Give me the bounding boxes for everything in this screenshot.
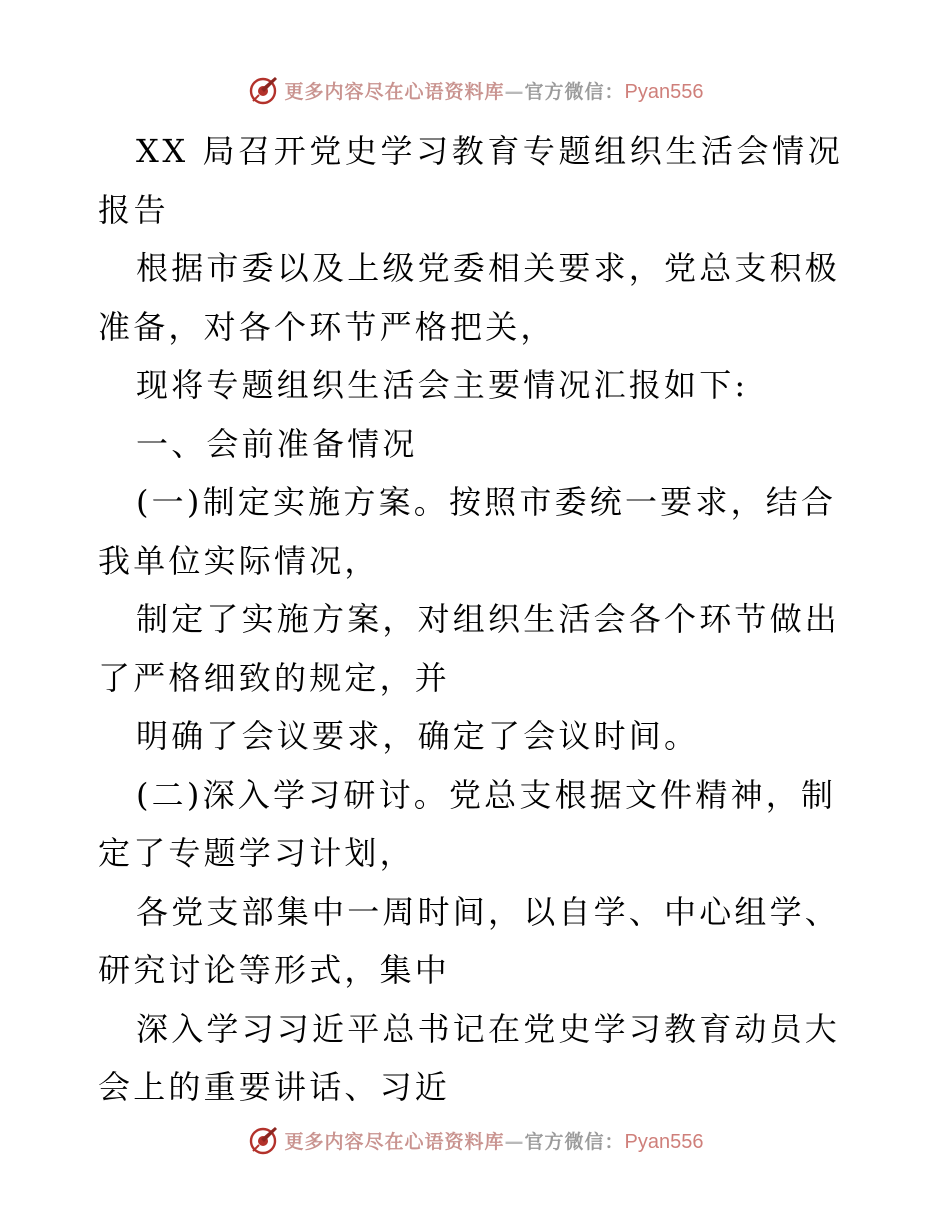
paragraph-6: (二)深入学习研讨。党总支根据文件精神，制定了专题学习计划， (98, 775, 837, 872)
banner-dash: — (504, 80, 525, 103)
footer-banner (0, 1120, 950, 1160)
banner-text (285, 1127, 704, 1154)
brand-logo-icon (247, 74, 279, 106)
banner-library-text: 更多内容尽在心语资料库 (284, 1130, 505, 1153)
paragraph-8: 深入学习习近平总书记在党史学习教育动员大会上的重要讲话、习近 (98, 1009, 841, 1106)
paragraph-5: 明确了会议要求，确定了会议时间。 (136, 717, 700, 755)
banner-official-label: 官方微信： (524, 1130, 625, 1153)
paragraph-7: 各党支部集中一周时间，以自学、中心组学、研究讨论等形式，集中 (98, 892, 841, 989)
banner-dash: — (504, 1130, 525, 1153)
paragraph-2: 现将专题组织生活会主要情况汇报如下: (136, 366, 749, 404)
brand-logo-icon (247, 1124, 279, 1156)
document-title: XX 局召开党史学习教育专题组织生活会情况报告 (98, 132, 844, 229)
paragraph-4: 制定了实施方案，对组织生活会各个环节做出了严格细致的规定，并 (98, 600, 841, 697)
paragraph-3: (一)制定实施方案。按照市委统一要求，结合我单位实际情况， (98, 483, 837, 580)
banner-library-text: 更多内容尽在心语资料库 (284, 80, 505, 103)
document-body (98, 122, 856, 1117)
banner-wechat-id: Pyan556 (624, 1130, 704, 1153)
banner-official-label: 官方微信： (524, 80, 625, 103)
banner-text (285, 77, 704, 104)
banner-wechat-id: Pyan556 (624, 80, 704, 103)
section-heading-1: 一、会前准备情况 (136, 424, 418, 463)
header-banner (0, 70, 950, 110)
paragraph-1: 根据市委以及上级党委相关要求，党总支积极准备，对各个环节严格把关， (98, 249, 841, 346)
